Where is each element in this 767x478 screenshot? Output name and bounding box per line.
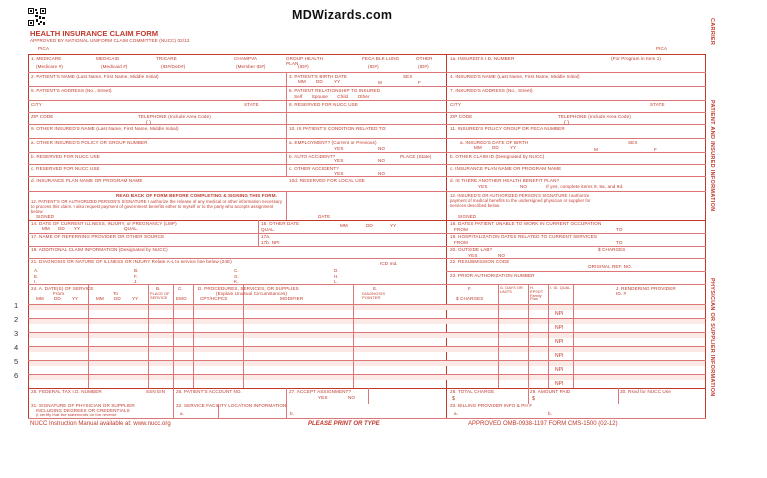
dd-label: DD [316,79,323,84]
zip-label: ZIP CODE [31,114,54,119]
field-18-label: 18. HOSPITALIZATION DATES RELATED TO CURRENT SERVICES [450,234,598,239]
field-29-label: 29. AMOUNT PAID [530,389,571,394]
field-16-label: 16. DATES PATIENT UNABLE TO WORK IN CURRENT OCCUPATION [450,221,602,226]
diag-d: D. [334,268,339,273]
27-no[interactable]: NO [348,395,356,400]
16-to: TO [616,227,623,232]
pica-left: PICA [38,46,50,51]
svc-mm2: MM [96,296,104,301]
npi-row-3: NPI [555,339,564,345]
field-11b-label: b. OTHER CLAIM ID (Designated by NUCC) [450,154,545,159]
svc-yy2: YY [132,296,139,301]
svc-j: J. RENDERING PROVIDER ID. # [616,286,676,296]
right-tel: TELEPHONE (Include Area Code) [558,114,631,119]
11a-dd: DD [492,145,499,150]
field-10a-label: a. EMPLOYMENT? (Current or Previous) [289,140,377,145]
right-zip: ZIP CODE [450,114,473,119]
readback-label: READ BACK OF FORM BEFORE COMPLETING & SIGNING THIS FORM. [116,193,278,198]
field-31-line2: INCLUDING DEGREES OR CREDENTIALS [36,408,130,413]
place-label: PLACE (State) [400,154,432,159]
field-25-label: 25. FEDERAL TAX I.D. NUMBER [31,389,102,394]
10b-yes[interactable]: YES [334,158,344,163]
16-from: FROM [454,227,468,232]
item1a-label: 1a. INSURED'S I.D. NUMBER [450,56,515,61]
svc-e: E. [373,286,378,291]
item1-champva[interactable]: CHAMPVA [234,56,258,61]
11d-note: If yes, complete items 9, 9a, and 9d. [546,184,624,189]
diag-b: B. [134,268,139,273]
item1-tricare[interactable]: TRICARE [156,56,177,61]
item1-group[interactable]: GROUP HEALTH PLAN [286,56,324,66]
sub-tricare: (ID#/DoD#) [161,64,186,69]
yy-label: YY [334,79,341,84]
field-10-label: 10. IS PATIENT'S CONDITION RELATED TO: [289,126,387,131]
icd-ind: ICD Ind. [380,261,398,266]
field-15-label: 15. OTHER DATE [261,221,300,226]
18-to: TO [616,240,623,245]
14-mm: MM [42,226,50,231]
svc-f: F. [468,286,472,291]
row-number-1: 1 [14,301,19,310]
item1-feca[interactable]: FECA BLK LUNG [362,56,400,61]
footer-print: PLEASE PRINT OR TYPE [308,421,380,427]
10a-no[interactable]: NO [378,146,386,151]
15-mm: MM [340,223,348,228]
svc-to: To [113,291,119,296]
14-dd: DD [58,226,65,231]
city-label: CITY [31,102,42,107]
physician-side-label: PHYSICIAN OR SUPPLIER INFORMATION [709,278,715,397]
11a-f[interactable]: F [654,147,657,152]
sex-m[interactable]: M [378,80,382,85]
field-9c-label: c. RESERVED FOR NUCC USE [31,166,100,171]
field-30-label: 30. Rsvd for NUCC Use [620,389,671,394]
row-number-2: 2 [14,315,19,324]
15-dd: DD [366,223,373,228]
29-dollar: $ [532,396,535,402]
svc-pos: PLACE OF SERVICE [150,292,170,300]
11a-m[interactable]: M [594,147,598,152]
field-31-label: 31. SIGNATURE OF PHYSICIAN OR SUPPLIER [31,403,135,408]
diag-i: I. [34,279,37,284]
field-17-label: 17. NAME OF REFERRING PROVIDER OR OTHER SOURCE [31,234,165,239]
npi-row-6: NPI [555,381,564,387]
mm-label: MM [298,79,306,84]
field-32-label: 32. SERVICE FACILITY LOCATION INFORMATION [176,403,287,408]
form-title: HEALTH INSURANCE CLAIM FORM [30,29,159,38]
field-6-options[interactable]: Self Spouse Child Other [294,94,370,99]
32-a: a. [180,411,185,416]
carrier-label: CARRIER [709,18,715,46]
right-state: STATE [650,102,665,107]
sub-medicare: (Medicare #) [36,64,63,69]
field-10c-label: c. OTHER ACCIDENT? [289,166,339,171]
field-33-label: 33. BILLING PROVIDER INFO & PH # [450,403,532,408]
field-11d-label: d. IS THERE ANOTHER HEALTH BENEFIT PLAN? [450,178,560,183]
svc-emg: EMG [176,296,187,301]
footer-approved: APPROVED OMB-0938-1197 FORM CMS-1500 (02-12) [468,421,618,427]
20-charges: $ CHARGES [598,247,626,252]
field-5-label: 5. PATIENT'S ADDRESS (No., Street) [31,88,112,93]
orig-ref: ORIGINAL REF. NO. [588,264,633,269]
27-yes[interactable]: YES [318,395,328,400]
field-22-label: 22. RESUBMISSION CODE [450,259,510,264]
diag-l: L. [334,279,339,284]
svc-dd1: DD [54,296,61,301]
sub-champva: (Member ID#) [236,64,266,69]
item1-medicare[interactable]: 1. MEDICARE [31,56,62,61]
field-10d-label: 10d. RESERVED FOR LOCAL USE [289,178,365,183]
field-9a-label: a. OTHER INSURED'S POLICY OR GROUP NUMBER [31,140,148,145]
pica-right: PICA [656,46,668,51]
field-6-label: 6. PATIENT RELATIONSHIP TO INSURED [289,88,381,93]
diag-g: G. [234,274,240,279]
20-yes[interactable]: YES [468,253,478,258]
diag-j: J. [134,279,138,284]
row-number-6: 6 [14,371,19,380]
sex-f[interactable]: F [418,80,421,85]
claim-form [14,8,715,428]
field-23-label: 23. PRIOR AUTHORIZATION NUMBER [450,273,535,278]
svc-from: From [53,291,65,296]
field-31-line3: (I certify that the statements on the reverse [36,412,117,417]
33-b: b. [548,411,553,416]
npi-row-1: NPI [555,311,564,317]
field-12-line3: below. [31,209,44,214]
field-27-label: 27. ACCEPT ASSIGNMENT? [289,389,352,394]
tel-label: TELEPHONE (Include Area Code) [138,114,211,119]
item1a-note: (For Program in Item 1) [611,56,662,61]
date-12: DATE [318,214,331,219]
svc-yy1: YY [72,296,79,301]
28-dollar: $ [452,396,455,402]
33-a: a. [454,411,459,416]
field-26-label: 26. PATIENT'S ACCOUNT NO. [176,389,242,394]
svc-g: G. DAYS OR UNITS [500,286,523,294]
11d-no[interactable]: NO [520,184,528,189]
svc-c: C. [178,286,183,291]
11a-yy: YY [510,145,517,150]
svc-mod: MODIFIER [280,296,304,301]
field-10b-label: b. AUTO ACCIDENT? [289,154,336,159]
14-yy: YY [74,226,81,231]
field-11a-sex: SEX [628,140,638,145]
field-8-label: 8. RESERVED FOR NUCC USE [289,102,358,107]
signed-13: SIGNED [458,214,477,219]
32-b: b. [290,411,295,416]
field-20-label: 20. OUTSIDE LAB? [450,247,493,252]
15-qual: QUAL. [261,227,276,232]
field-9-label: 9. OTHER INSURED'S NAME (Last Name, First Name, Middle Initial) [31,126,179,131]
field-11-label: 11. INSURED'S POLICY GROUP OR FECA NUMBER [450,126,565,131]
svc-charges: $ CHARGES [456,296,484,301]
diag-a: A. [34,268,39,273]
sub-medicaid: (Medicaid #) [101,64,128,69]
diag-h: H. [334,274,339,279]
npi-row-5: NPI [555,367,564,373]
svc-dd2: DD [114,296,121,301]
field-11c-label: c. INSURANCE PLAN NAME OR PROGRAM NAME [450,166,562,171]
state-label: STATE [244,102,259,107]
npi-row-2: NPI [555,325,564,331]
right-tel-paren: ( ) [564,120,570,126]
field-7-label: 7. INSURED'S ADDRESS (No., Street) [450,88,533,93]
approved-line: APPROVED BY NATIONAL UNIFORM CLAIM COMMITTEE (NUCC) 02/12 [30,38,190,43]
field-13-line1: 13. INSURED'S OR AUTHORIZED PERSON'S SIGNATURE I authorize [450,193,590,198]
field-12-line2: to process this claim. I also request payment of government benefits either to myself or to the party who accepts assignment [31,204,274,209]
svc-mm1: MM [36,296,44,301]
10c-yes[interactable]: YES [334,171,344,176]
sub-other: (ID#) [418,64,429,69]
field-13-line2: payment of medical benefits to the undersigned physician or supplier for [450,198,591,203]
diag-f: F. [134,274,138,279]
field-3-sex: SEX [403,74,413,79]
field-19-label: 19. ADDITIONAL CLAIM INFORMATION (Designated by NUCC) [31,247,168,252]
svc-d2: (Explain Unusual Circumstances) [216,291,288,296]
svc-cpt: CPT/HCPCS [200,296,228,301]
11a-mm: MM [474,145,482,150]
field-17b: 17b. NPI [261,240,280,245]
svc-b: B. [156,286,161,291]
field-2-label: 2. PATIENT'S NAME (Last Name, First Name, Middle Initial) [31,74,159,79]
row-number-5: 5 [14,357,19,366]
field-17a: 17a. [261,234,271,239]
field-13-line3: services described below. [450,203,501,208]
ssn-ein[interactable]: SSN EIN [146,389,166,394]
signed-12: SIGNED [36,214,55,219]
svc-24a: 24. A. DATE(S) OF SERVICE [31,286,94,291]
row-number-4: 4 [14,343,19,352]
11d-yes[interactable]: YES [478,184,488,189]
field-11a-label: a. INSURED'S DATE OF BIRTH [460,140,529,145]
svc-i: I. ID. QUAL. [550,286,572,290]
diag-c: C. [234,268,239,273]
field-14-label: 14. DATE OF CURRENT ILLNESS, INJURY, or PREGNANCY (LMP) [31,221,177,226]
field-9b-label: b. RESERVED FOR NUCC USE [31,154,100,159]
10c-no[interactable]: NO [378,171,386,176]
patient-insured-side-label: PATIENT AND INSURED INFORMATION [709,100,715,212]
item1-other[interactable]: OTHER [416,56,433,61]
15-yy: YY [390,223,397,228]
item1-medicaid[interactable]: MEDICAID [96,56,120,61]
18-from: FROM [454,240,468,245]
diag-e: E. [34,274,39,279]
10b-no[interactable]: NO [378,158,386,163]
10a-yes[interactable]: YES [334,146,344,151]
sub-group: (ID#) [298,64,309,69]
svc-h: H. EPSDT Family Plan [530,286,544,302]
14-qual: QUAL. [124,226,139,231]
svc-d: D. PROCEDURES, SERVICES, OR SUPPLIES [198,286,299,291]
npi-row-4: NPI [555,353,564,359]
20-no[interactable]: NO [498,253,506,258]
site-name: MDWizards.com [292,8,393,22]
field-28-label: 28. TOTAL CHARGE [450,389,495,394]
footer-nucc: NUCC Instruction Manual available at: www.nucc.org [30,421,171,427]
field-12-line1: 12. PATIENT'S OR AUTHORIZED PERSON'S SIGNATURE I authorize the release of any medical or other information necessary [31,199,283,204]
sub-feca: (ID#) [368,64,379,69]
svc-diag-pointer: DIAGNOSIS POINTER [362,291,386,300]
field-21-label: 21. DIAGNOSIS OR NATURE OF ILLNESS OR INJURY Relate A-L to service line below (24E) [31,259,232,264]
tel-paren: ( ) [146,120,152,126]
right-city: CITY [450,102,461,107]
field-4-label: 4. INSURED'S NAME (Last Name, First Name, Middle Initial) [450,74,580,79]
field-3-label: 3. PATIENT'S BIRTH DATE [289,74,348,79]
row-number-3: 3 [14,329,19,338]
diag-k: K. [234,279,239,284]
qr-code-icon [28,8,46,26]
field-9d-label: d. INSURANCE PLAN NAME OR PROGRAM NAME [31,178,143,183]
